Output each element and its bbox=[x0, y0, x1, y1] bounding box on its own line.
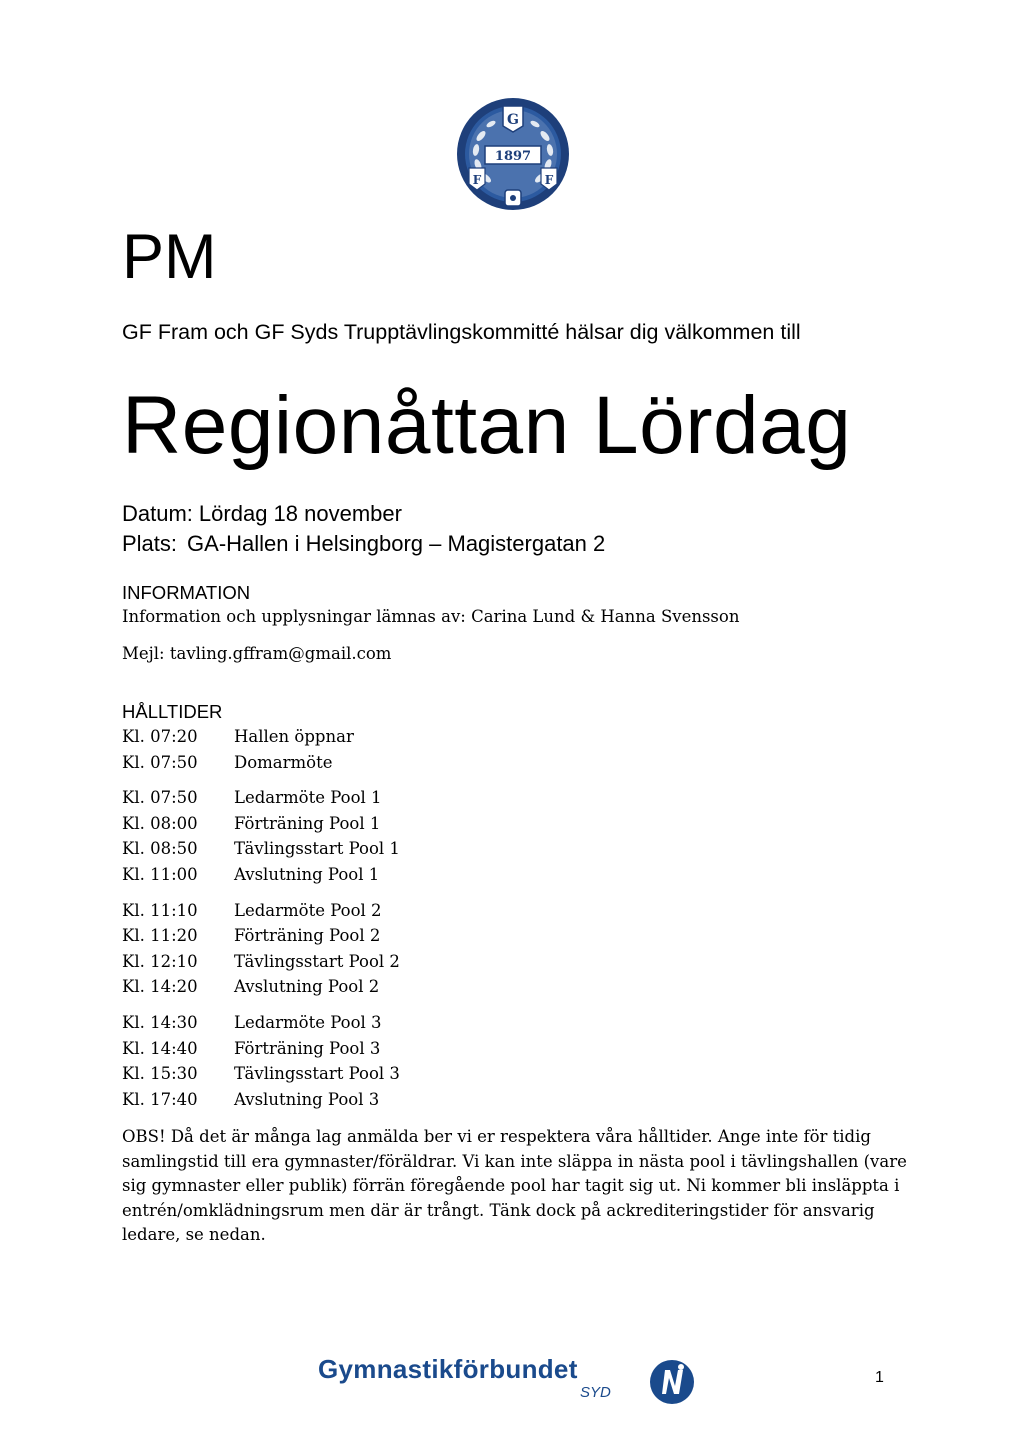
schedule-time: Kl. 15:30 bbox=[122, 1064, 198, 1084]
schedule-event: Tävlingsstart Pool 1 bbox=[234, 839, 400, 859]
schedule-event: Förträning Pool 1 bbox=[234, 813, 381, 833]
schedule-time: Kl. 14:30 bbox=[122, 1012, 198, 1032]
date-label: Datum: bbox=[122, 501, 193, 526]
schedule-event: Förträning Pool 3 bbox=[234, 1038, 381, 1058]
emblem-year: 1897 bbox=[494, 149, 532, 164]
schedule-group bbox=[122, 1012, 622, 1114]
schedule-row bbox=[122, 951, 622, 977]
schedule-row bbox=[122, 1012, 622, 1038]
schedule-row bbox=[122, 864, 622, 890]
schedule-row bbox=[122, 813, 622, 839]
schedule-row bbox=[122, 1089, 622, 1115]
gymnastics-federation-logo-icon bbox=[648, 1358, 696, 1406]
logo-wordmark: Gymnastikförbundet bbox=[318, 1354, 578, 1384]
schedule-time: Kl. 07:20 bbox=[122, 727, 198, 746]
schedule-time: Kl. 07:50 bbox=[122, 752, 198, 772]
schedule-event: Förträning Pool 2 bbox=[234, 926, 381, 946]
schedule-event: Ledarmöte Pool 2 bbox=[234, 900, 382, 920]
schedule-time: Kl. 08:50 bbox=[122, 839, 198, 859]
schedule-time: Kl. 12:10 bbox=[122, 951, 198, 971]
schedule-heading: HÅLLTIDER bbox=[122, 701, 223, 722]
date-line bbox=[122, 500, 402, 528]
club-emblem-icon bbox=[455, 96, 571, 214]
schedule-event: Ledarmöte Pool 3 bbox=[234, 1012, 382, 1032]
schedule-group bbox=[122, 787, 622, 889]
logo-subtitle: SYD bbox=[580, 1384, 611, 1401]
page-title: PM bbox=[122, 222, 217, 292]
schedule-row bbox=[122, 726, 622, 752]
information-heading: INFORMATION bbox=[122, 582, 251, 603]
schedule-row bbox=[122, 1038, 622, 1064]
mail-line: Mejl: tavling.gffram@gmail.com bbox=[122, 644, 392, 663]
emblem-top-letter: G bbox=[507, 112, 519, 128]
schedule-time: Kl. 11:10 bbox=[122, 900, 198, 920]
schedule-row bbox=[122, 976, 622, 1002]
schedule-time: Kl. 11:00 bbox=[122, 864, 198, 884]
schedule-group bbox=[122, 900, 622, 1002]
schedule-event: Tävlingsstart Pool 3 bbox=[234, 1064, 400, 1084]
schedule-row bbox=[122, 838, 622, 864]
page-number: 1 bbox=[875, 1369, 884, 1386]
schedule-time: Kl. 11:20 bbox=[122, 926, 198, 946]
emblem-left-letter: F bbox=[472, 173, 482, 187]
schedule-row bbox=[122, 1063, 622, 1089]
schedule-event: Tävlingsstart Pool 2 bbox=[234, 951, 400, 971]
schedule-row bbox=[122, 752, 622, 778]
contact-line: Information och upplysningar lämnas av: Carina Lund & Hanna Svensson bbox=[122, 607, 740, 626]
date-value: Lördag 18 november bbox=[198, 501, 402, 526]
schedule-event: Hallen öppnar bbox=[234, 727, 354, 746]
schedule-event: Domarmöte bbox=[234, 752, 333, 772]
place-label: Plats: bbox=[122, 531, 178, 556]
place-line bbox=[122, 530, 605, 558]
schedule-event: Avslutning Pool 3 bbox=[234, 1089, 380, 1109]
notice-paragraph: OBS! Då det är många lag anmälda ber vi er respektera våra hålltider. Ange inte för tidig samlingstid till era gymnaster/föräldrar. Vi kan inte släppa in nästa pool i tävlingshallen (vare sig gymnaster eller publik) förrän föregående pool har tagit sig ut. Ni kommer bli insläppta i entrén/omklädningsrum men där är trångt. Tänk dock på ackrediteringstider för ansvarig ledare, se nedan. bbox=[122, 1127, 907, 1245]
federation-logo bbox=[318, 1352, 698, 1408]
place-value: GA-Hallen i Helsingborg – Magistergatan 2 bbox=[187, 531, 606, 556]
schedule-row bbox=[122, 900, 622, 926]
schedule-event: Ledarmöte Pool 1 bbox=[234, 788, 382, 808]
schedule-row bbox=[122, 787, 622, 813]
schedule-row bbox=[122, 925, 622, 951]
schedule-time: Kl. 17:40 bbox=[122, 1089, 198, 1109]
schedule-time: Kl. 08:00 bbox=[122, 813, 198, 833]
schedule-event: Avslutning Pool 2 bbox=[234, 977, 380, 997]
schedule-time: Kl. 14:20 bbox=[122, 977, 198, 997]
schedule-time: Kl. 07:50 bbox=[122, 788, 198, 808]
welcome-text: GF Fram och GF Syds Trupptävlingskommitté hälsar dig välkommen till bbox=[122, 320, 801, 344]
schedule-event: Avslutning Pool 1 bbox=[234, 864, 380, 884]
event-title: Regionåttan Lördag bbox=[122, 380, 852, 471]
schedule-list bbox=[122, 726, 622, 1124]
schedule-time: Kl. 14:40 bbox=[122, 1038, 198, 1058]
emblem-right-letter: F bbox=[544, 173, 554, 187]
schedule-group bbox=[122, 726, 622, 777]
